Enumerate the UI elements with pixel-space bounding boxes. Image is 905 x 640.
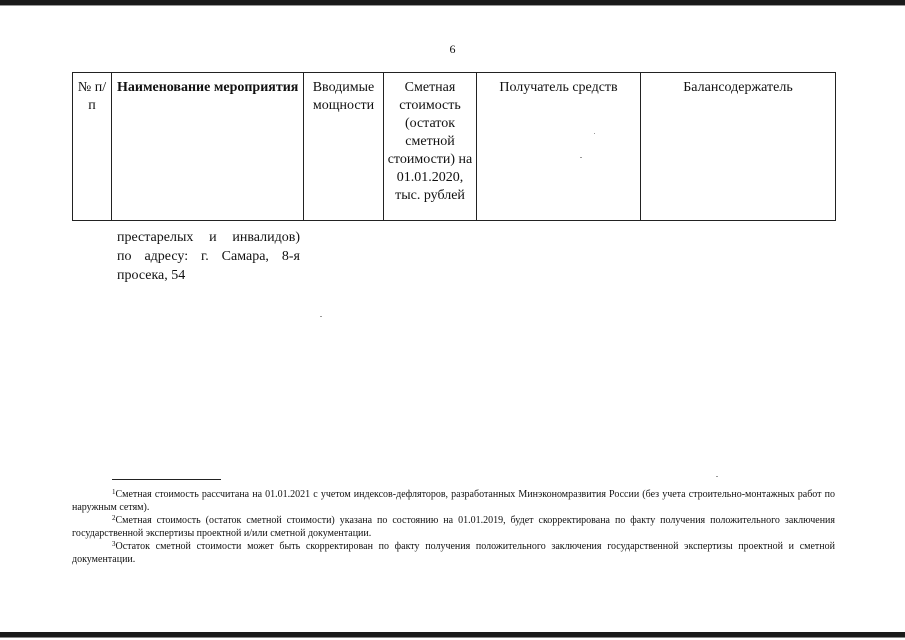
header-table (72, 72, 836, 221)
col-holder-header: Балансодержатель (641, 73, 836, 221)
scan-edge-bottom-shadow (0, 637, 905, 638)
scan-speck (320, 316, 322, 317)
footnote-text: Сметная стоимость (остаток сметной стоимости) указана по состоянию на 01.01.2019, будет скорректирована по факту получения положительного заключения государственной экспертизы проектной и/или сметной документации. (72, 515, 835, 539)
scan-speck (580, 157, 582, 158)
page-number: 6 (449, 42, 456, 56)
footnote-text: Сметная стоимость рассчитана на 01.01.2021 с учетом индексов-дефляторов, разработанных Минэкономразвития России (без учета строительно-монтажных работ по наружным сетям). (72, 489, 835, 513)
header-row (73, 73, 836, 221)
footnote-separator (112, 479, 221, 480)
footnote-text: Остаток сметной стоимости может быть скорректирован по факту получения положительного заключения государственной экспертизы проектной и сметной документации. (72, 541, 835, 565)
col-number-header: № п/п (73, 73, 112, 221)
continued-line: по адресу: г. Самара, 8-я (117, 249, 300, 264)
scan-edge-top-shadow (0, 5, 905, 6)
footnote (72, 514, 835, 540)
col-cost-header: Сметная стоимость (остаток сметной стоимости) на 01.01.2020, тыс. рублей (384, 73, 477, 221)
scan-speck (594, 133, 595, 134)
col-capacity-header: Вводимые мощности (304, 73, 384, 221)
col-recipient-header: Получатель средств (477, 73, 641, 221)
scan-speck (716, 476, 718, 477)
col-name-header: Наименование мероприятия (112, 73, 304, 221)
continued-item-name (117, 228, 300, 285)
footnote-mark: 1 (112, 488, 116, 496)
footnote (72, 540, 835, 566)
footnote-mark: 3 (112, 540, 116, 548)
footnote (72, 488, 835, 514)
footnote-mark: 2 (112, 514, 116, 522)
footnotes (72, 488, 835, 566)
continued-line: престарелых и инвалидов) (117, 230, 300, 245)
continued-line: просека, 54 (117, 268, 186, 283)
